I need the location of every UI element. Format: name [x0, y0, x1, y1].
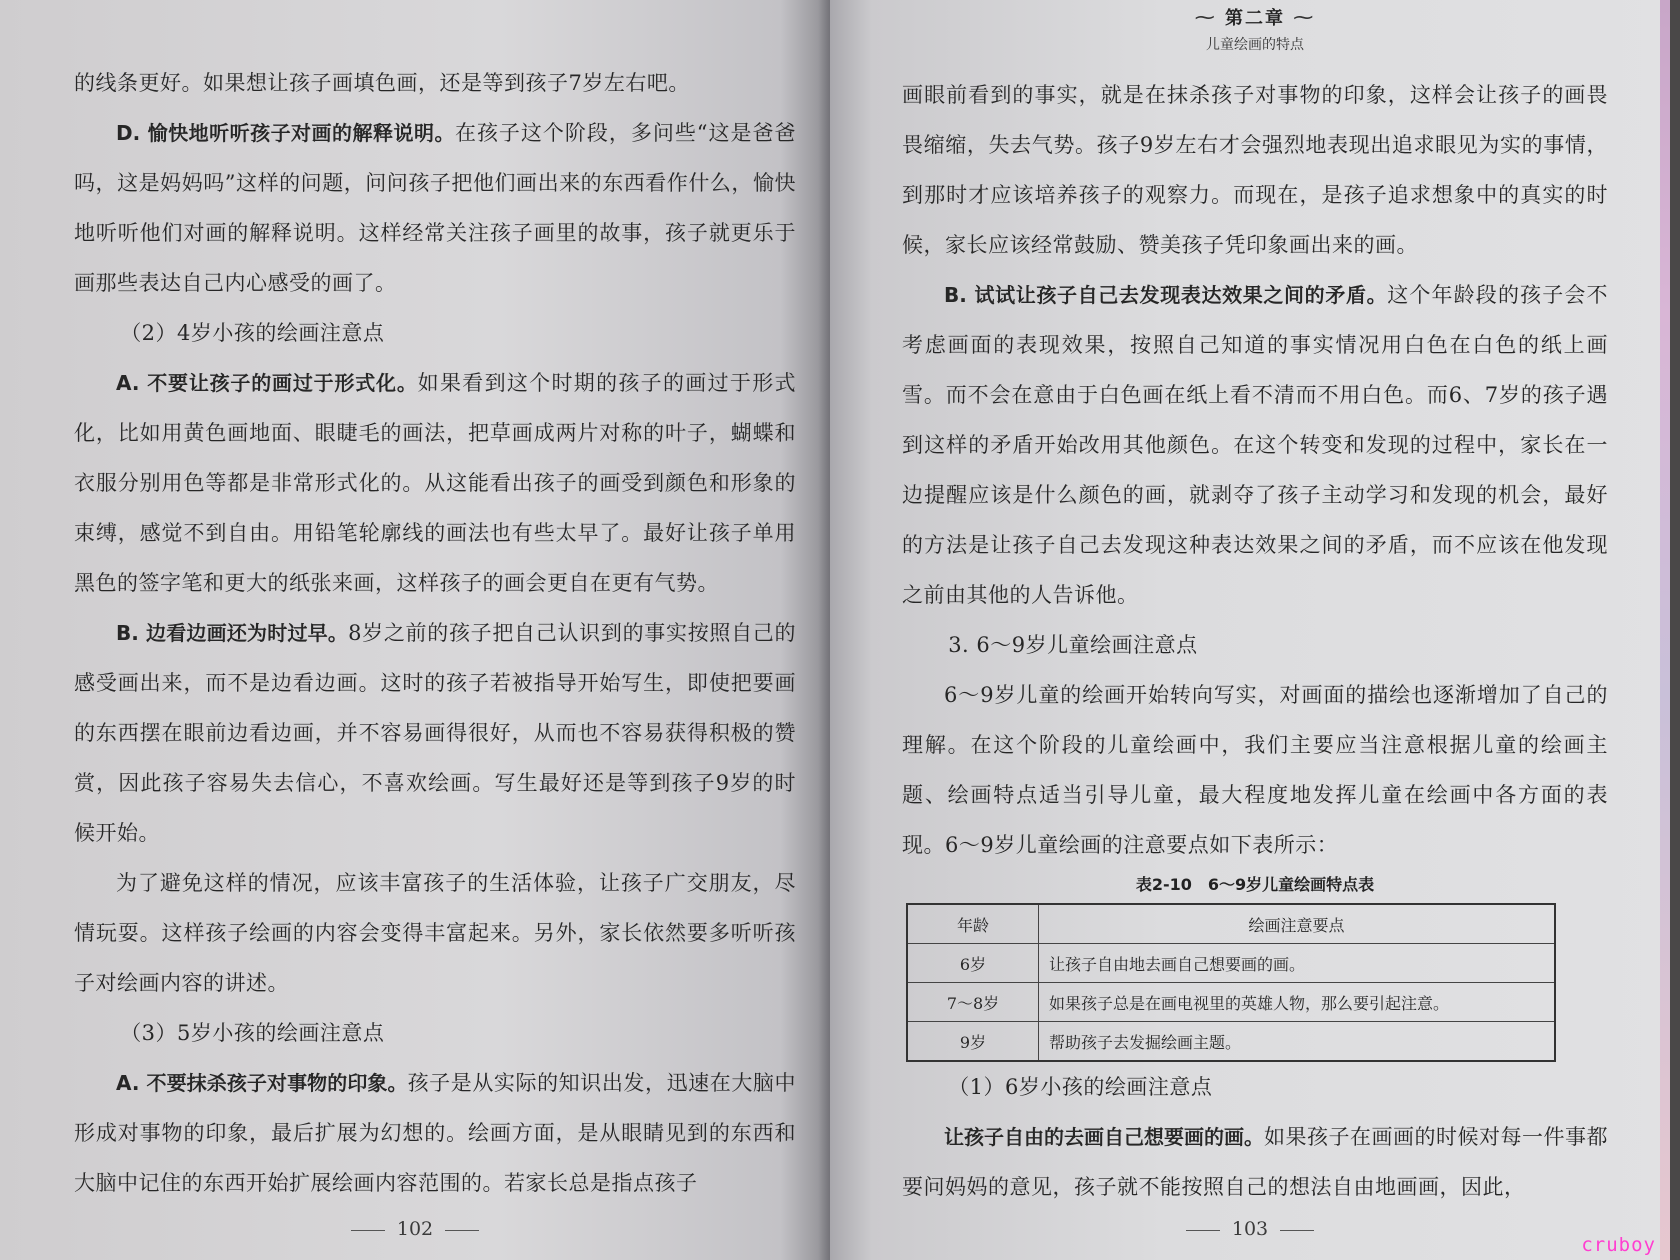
paragraph: B. 试试让孩子自己去发现表达效果之间的矛盾。这个年龄段的孩子会不考虑画面的表现效果，按照自己知道的事实情况用白色在白色的纸上画雪。而不会在意由于白色画在纸上看不清而不用白色。而6、7岁的孩子遇到这样的矛盾开始改用其他颜色。在这个转变和发现的过程中，家长在一边提醒应该是什么颜色的画，就剥夺了孩子主动学习和发现的机会，最好的方法是让孩子自己去发现这种表达效果之间的矛盾，而不应该在他发现之前由其他的人告诉他。	[902, 283, 1609, 607]
paragraph-lead: D. 愉快地听听孩子对画的解释说明。	[116, 121, 455, 145]
table-cell-point: 如果孩子总是在画电视里的英雄人物，那么要引起注意。	[1039, 983, 1556, 1022]
table-caption: 表2-10 6～9岁儿童绘画特点表	[1135, 875, 1375, 894]
features-table	[906, 903, 1556, 1062]
right-page	[830, 0, 1670, 1260]
paragraph: A. 不要让孩子的画过于形式化。如果看到这个时期的孩子的画过于形式化，比如用黄色画地面、眼睫毛的画法，把草画成两片对称的叶子，蝴蝶和衣服分别用色等都是非常形式化的。从这能看出孩子的画受到颜色和形象的束缚，感觉不到自由。用铅笔轮廓线的画法也有些太早了。最好让孩子单用黑色的签字笔和更大的纸张来画，这样孩子的画会更自在更有气势。	[74, 371, 796, 595]
table-row	[907, 983, 1555, 1022]
paragraph-lead: A. 不要抹杀孩子对事物的印象。	[116, 1071, 408, 1095]
table-row	[907, 1022, 1555, 1062]
subheading: （2）4岁小孩的绘画注意点	[120, 321, 385, 345]
page-number: 102	[0, 1218, 830, 1240]
table-cell-age: 6岁	[907, 944, 1039, 983]
book-edge	[1660, 0, 1670, 1260]
running-head	[902, 0, 1608, 70]
section-title: 儿童绘画的特点	[1206, 37, 1304, 53]
table-cell-point: 让孩子自由地去画自己想要画的画。	[1039, 944, 1556, 983]
table-header-points: 绘画注意要点	[1039, 904, 1556, 944]
watermark: cruboy	[1581, 1234, 1656, 1256]
paragraph: D. 愉快地听听孩子对画的解释说明。在孩子这个阶段，多问些“这是爸爸吗，这是妈妈吗”这样的问题，问问孩子把他们画出来的东西看作什么，愉快地听听他们对画的解释说明。这样经常关注孩子画里的故事，孩子就更乐于画那些表达自己内心感受的画了。	[74, 121, 796, 295]
paragraph: 6～9岁儿童的绘画开始转向写实，对画面的描绘也逐渐增加了自己的理解。在这个阶段的儿童绘画中，我们主要应当注意根据儿童的绘画主题、绘画特点适当引导儿童，最大程度地发挥儿童在绘画中各方面的表现。6～9岁儿童绘画的注意要点如下表所示：	[902, 683, 1608, 857]
chapter-title: ⁓ 第二章 ⁓	[1194, 5, 1316, 29]
subheading: （3）5岁小孩的绘画注意点	[120, 1021, 385, 1045]
paragraph: 画眼前看到的事实，就是在抹杀孩子对事物的印象，这样会让孩子的画畏畏缩缩，失去气势。孩子9岁左右才会强烈地表现出追求眼见为实的事情，到那时才应该培养孩子的观察力。而现在，是孩子追求想象中的真实的时候，家长应该经常鼓励、赞美孩子凭印象画出来的画。	[902, 83, 1608, 257]
paragraph: 让孩子自由的去画自己想要画的画。如果孩子在画画的时候对每一件事都要问妈妈的意见，孩子就不能按照自己的想法自由地画画，因此，	[902, 1125, 1608, 1199]
table-cell-point: 帮助孩子去发掘绘画主题。	[1039, 1022, 1556, 1062]
table-cell-age: 9岁	[907, 1022, 1039, 1062]
table-cell-age: 7～8岁	[907, 983, 1039, 1022]
paragraph-lead: B. 边看边画还为时过早。	[116, 621, 349, 645]
subheading: （1）6岁小孩的绘画注意点	[948, 1075, 1213, 1099]
table-row	[907, 944, 1555, 983]
paragraph-lead: B. 试试让孩子自己去发现表达效果之间的矛盾。	[944, 283, 1388, 307]
paragraph: A. 不要抹杀孩子对事物的印象。孩子是从实际的知识出发，迅速在大脑中形成对事物的印象，最后扩展为幻想的。绘画方面，是从眼睛见到的东西和大脑中记住的东西开始扩展绘画内容范围的。若家长总是指点孩子	[74, 1071, 796, 1195]
paragraph: 为了避免这样的情况，应该丰富孩子的生活体验，让孩子广交朋友，尽情玩耍。这样孩子绘画的内容会变得丰富起来。另外，家长依然要多听听孩子对绘画内容的讲述。	[74, 871, 796, 995]
left-page	[0, 0, 830, 1260]
paragraph: B. 边看边画还为时过早。8岁之前的孩子把自己认识到的事实按照自己的感受画出来，而不是边看边画。这时的孩子若被指导开始写生，即使把要画的东西摆在眼前边看边画，并不容易画得很好，从而也不容易获得积极的赞赏，因此孩子容易失去信心，不喜欢绘画。写生最好还是等到孩子9岁的时候开始。	[74, 621, 797, 845]
section-heading: 3. 6～9岁儿童绘画注意点	[948, 633, 1198, 657]
paragraph-lead: A. 不要让孩子的画过于形式化。	[116, 371, 418, 395]
paragraph: 的线条更好。如果想让孩子画填色画，还是等到孩子7岁左右吧。	[74, 71, 690, 95]
paragraph-lead: 让孩子自由的去画自己想要画的画。	[944, 1125, 1264, 1149]
page-number: 103	[830, 1218, 1670, 1240]
table-header-age: 年龄	[907, 904, 1039, 944]
table-header-row	[907, 904, 1555, 944]
